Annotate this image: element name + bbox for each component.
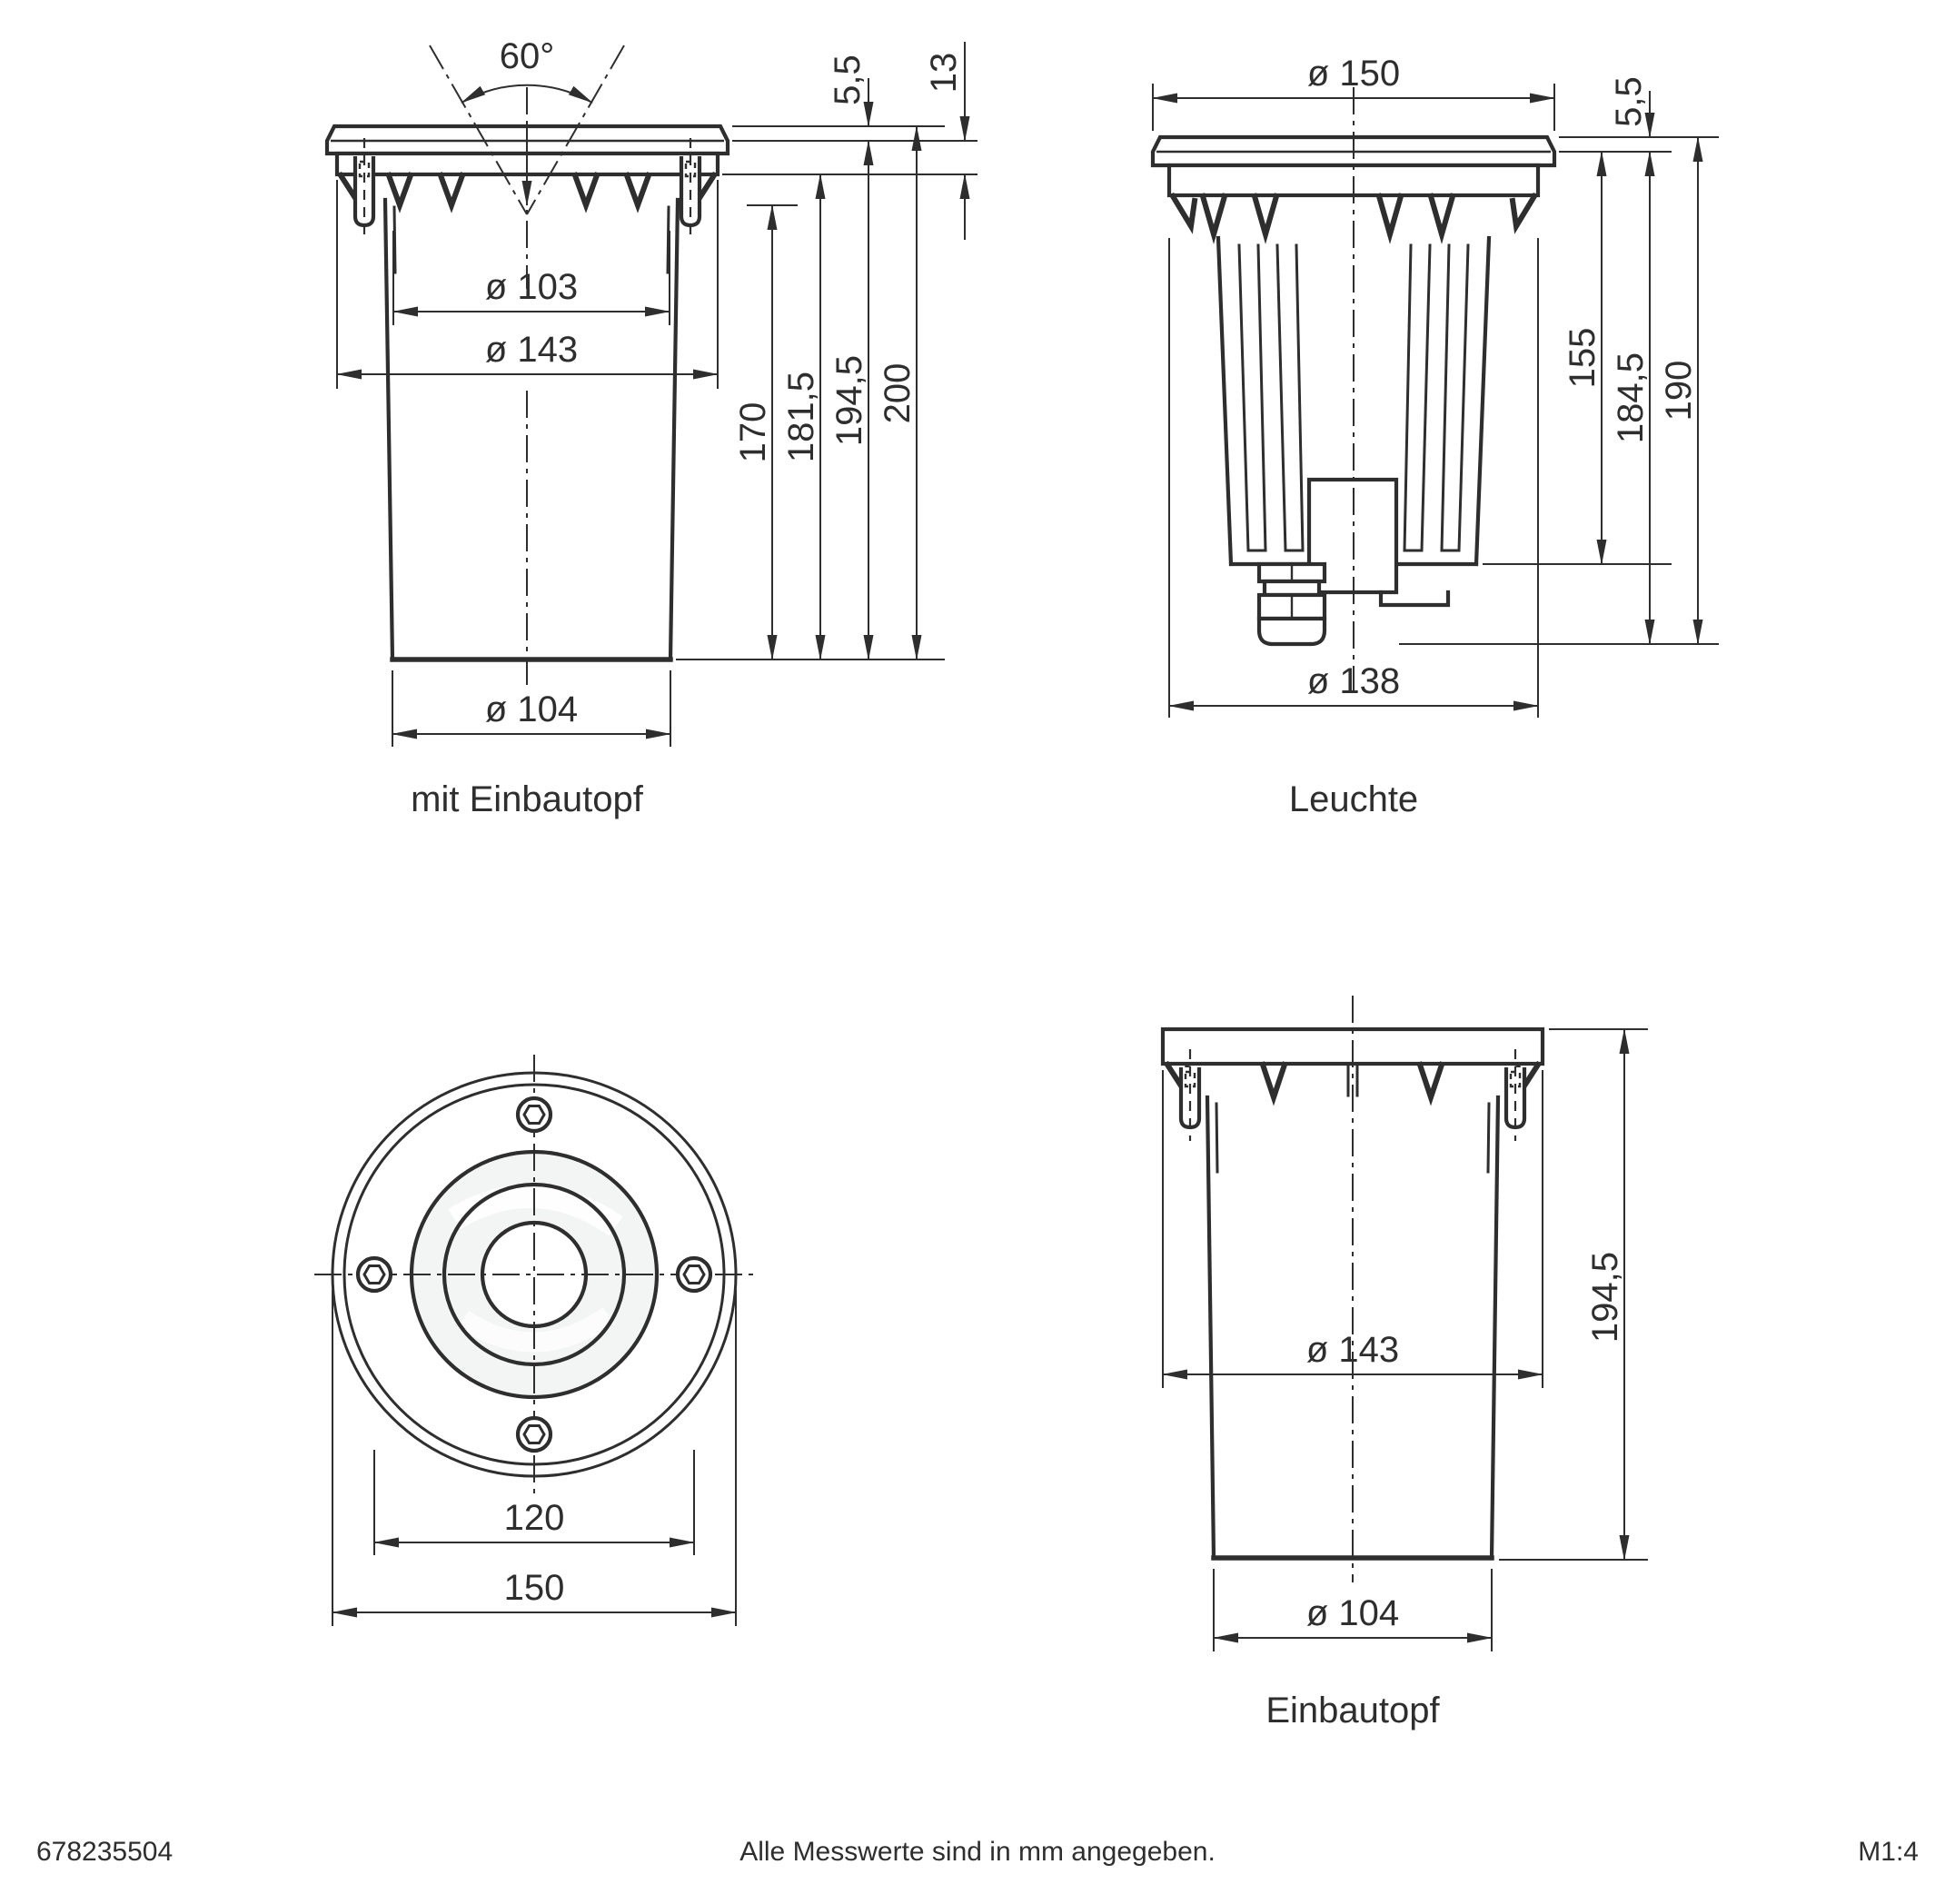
dim-label-d143: ø 143 — [484, 330, 579, 370]
body-wall-right — [1476, 238, 1489, 564]
pot-wall-right — [1492, 1097, 1498, 1558]
dim-label-d150: ø 150 — [1306, 54, 1401, 94]
dim-label-d143: ø 143 — [1305, 1330, 1400, 1370]
dim-label-d104: ø 104 — [484, 689, 579, 729]
view-mit-einbautopf — [327, 36, 978, 819]
dim-label-120: 120 — [503, 1498, 565, 1538]
fixing-tooth — [441, 175, 462, 205]
cooling-fin — [1442, 245, 1468, 550]
cable-gland-nut — [1265, 581, 1319, 595]
fixing-tooth — [1379, 196, 1401, 234]
dim-label-200: 200 — [878, 362, 918, 424]
cable-gland-cap — [1259, 619, 1325, 644]
dim-label-194-5: 194,5 — [1585, 1251, 1625, 1344]
rim-inner-circle — [344, 1085, 724, 1464]
footer — [36, 1837, 1919, 1867]
cooling-fin — [1277, 245, 1303, 550]
dim-label-194-5: 194,5 — [829, 354, 869, 447]
caption-leuchte: Leuchte — [1288, 779, 1419, 819]
dim-label-184-5: 184,5 — [1611, 352, 1651, 444]
caption-mit-einbautopf: mit Einbautopf — [411, 779, 643, 819]
fixing-tooth — [1420, 1065, 1442, 1097]
dim-label-190: 190 — [1659, 360, 1699, 421]
fixing-tooth — [1431, 196, 1453, 234]
article-number: 678235504 — [36, 1837, 174, 1867]
fixing-tooth — [575, 175, 597, 205]
dim-label-5-5: 5,5 — [1609, 76, 1649, 127]
screw-right — [678, 1258, 710, 1291]
fixing-tooth — [1263, 1065, 1285, 1097]
pot-inner-lip — [1488, 1104, 1489, 1172]
dim-label-181-5: 181,5 — [781, 371, 821, 463]
body-wall-left — [1218, 238, 1231, 564]
corner-hook — [1513, 196, 1534, 226]
pot-wall-left — [385, 200, 392, 659]
fixing-tooth — [1203, 196, 1225, 234]
fixing-tooth — [1255, 196, 1276, 234]
screw-bottom — [518, 1418, 551, 1451]
pot-wall-right — [670, 200, 678, 659]
dim-label-13: 13 — [924, 52, 964, 94]
pot-inner-lip — [1216, 1104, 1217, 1172]
pot-inner-lip — [394, 207, 395, 273]
dim-label-150: 150 — [503, 1568, 565, 1608]
fixing-tooth — [389, 175, 411, 205]
pot-inner-lip — [668, 207, 669, 273]
scale-label: M1:4 — [1858, 1837, 1919, 1867]
dim-label-170: 170 — [733, 402, 773, 463]
units-note: Alle Messwerte sind in mm angegeben. — [739, 1837, 1216, 1867]
pot-wall-left — [1207, 1097, 1214, 1558]
corner-hook — [1173, 196, 1195, 226]
cooling-fin — [1239, 245, 1265, 550]
dim-label-d103: ø 103 — [484, 267, 579, 307]
dim-label-d104: ø 104 — [1305, 1593, 1400, 1633]
screw-top — [518, 1098, 551, 1131]
screw-left — [358, 1258, 391, 1291]
dim-label-155: 155 — [1563, 327, 1603, 389]
view-leuchte — [1153, 54, 1719, 819]
view-top — [314, 1055, 754, 1626]
caption-einbautopf: Einbautopf — [1265, 1691, 1440, 1730]
beam-angle-label: 60° — [499, 36, 555, 76]
dim-label-d138: ø 138 — [1306, 661, 1401, 701]
view-einbautopf — [1163, 996, 1648, 1730]
fixing-tooth — [627, 175, 649, 205]
cooling-fin — [1404, 245, 1430, 550]
dim-label-5-5: 5,5 — [828, 55, 868, 105]
